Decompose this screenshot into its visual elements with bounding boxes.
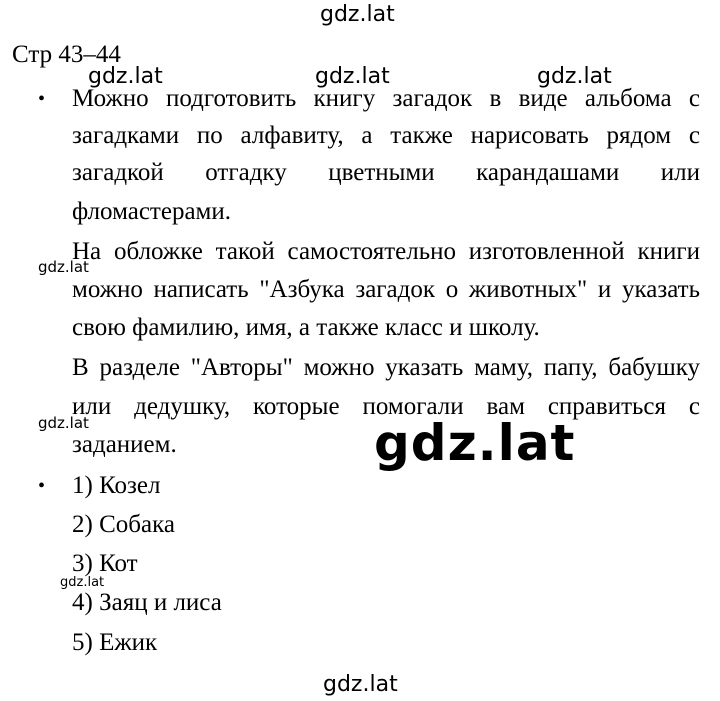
bullet-marker: • xyxy=(38,88,46,110)
watermark: gdz.lat xyxy=(88,64,163,89)
paragraph-line: загадкой отгадку цветными карандашами или xyxy=(72,159,700,186)
answer-item: 3) Кот xyxy=(72,550,138,577)
paragraph-line: фломастерами. xyxy=(72,198,231,225)
watermark: gdz.lat xyxy=(315,64,390,89)
paragraph-line: На обложке такой самостоятельно изготовленной книги xyxy=(72,238,700,265)
watermark: gdz.lat xyxy=(60,575,105,590)
watermark: gdz.lat xyxy=(320,2,395,27)
watermark: gdz.lat xyxy=(537,64,612,89)
paragraph-line: В разделе "Авторы" можно указать маму, папу, бабушку xyxy=(72,354,700,381)
answer-item: 1) Козел xyxy=(72,472,161,499)
paragraph-line: или дедушку, которые помогали вам справиться с xyxy=(72,393,700,420)
watermark-large: gdz.lat xyxy=(374,414,576,472)
answer-item: 4) Заяц и лиса xyxy=(72,589,222,616)
watermark: gdz.lat xyxy=(38,414,89,432)
paragraph-line: можно написать "Азбука загадок о животных" и указать xyxy=(72,276,700,303)
paragraph-line: Можно подготовить книгу загадок в виде альбома с xyxy=(72,85,700,112)
bullet-marker: • xyxy=(38,475,46,497)
answer-item: 2) Собака xyxy=(72,511,175,538)
watermark: gdz.lat xyxy=(38,258,89,276)
watermark: gdz.lat xyxy=(323,672,398,697)
paragraph-line: заданием. xyxy=(72,431,177,458)
page-reference: Стр 43–44 xyxy=(12,41,121,68)
paragraph-line: свою фамилию, имя, а также класс и школу. xyxy=(72,314,540,341)
paragraph-line: загадками по алфавиту, а также нарисовать рядом с xyxy=(72,122,700,149)
answer-item: 5) Ежик xyxy=(72,629,158,656)
